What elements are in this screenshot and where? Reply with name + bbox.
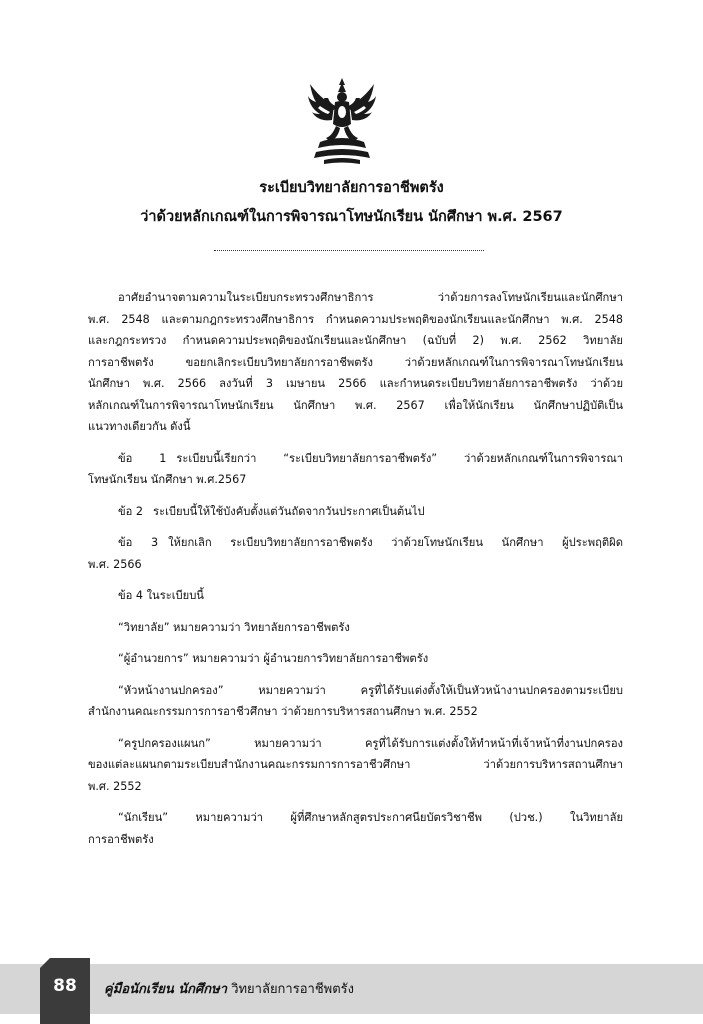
definition-text: สำนักงานคณะกรรมการการอาชีวศึกษา ว่าด้วยการบริหารสถานศึกษา พ.ศ. 2552: [88, 705, 478, 718]
definition-college: [88, 617, 623, 639]
definition-text: “หัวหน้างานปกครอง” หมายความว่า ครูที่ได้รับแต่งตั้งให้เป็นหัวหน้างานปกครองตามระเบียบ: [118, 683, 623, 697]
preamble-line: อาศัยอำนาจตามความในระเบียบกระทรวงศึกษาธิการ ว่าด้วยการลงโทษนักเรียนและนักศึกษา: [118, 291, 623, 304]
definition-text: “นักเรียน” หมายความว่า ผู้ที่ศึกษาหลักสูตรประกาศนียบัตรวิชาชีพ (ปวช.) ในวิทยาลัย: [118, 811, 623, 824]
preamble-line: การอาชีพตรัง ขอยกเลิกระเบียบวิทยาลัยการอาชีพตรัง ว่าด้วยหลักเกณฑ์ในการพิจารณาโทษนักเรียน: [88, 355, 623, 369]
clause-text: โทษนักเรียน นักศึกษา พ.ศ.2567: [88, 473, 247, 486]
garuda-emblem-icon: [306, 76, 378, 166]
document-subtitle: ว่าด้วยหลักเกณฑ์ในการพิจารณาโทษนักเรียน นักศึกษา พ.ศ. 2567: [140, 209, 563, 225]
preamble-line: แนวทางเดียวกัน ดังนี้: [88, 420, 191, 433]
clause-number: ข้อ 2: [118, 504, 144, 518]
preamble-paragraph: [88, 287, 623, 438]
book-title: คู่มือนักเรียน นักศึกษา: [104, 982, 228, 997]
clause-2: [88, 501, 623, 523]
definition-director: [88, 648, 623, 670]
clause-4: [88, 585, 623, 607]
preamble-line: และกฎกระทรวง กำหนดความประพฤติของนักเรียนและนักศึกษา (ฉบับที่ 2) พ.ศ. 2562 วิทยาลัย: [88, 334, 623, 347]
definition-text: การอาชีพตรัง: [88, 832, 154, 846]
preamble-line: หลักเกณฑ์ในการพิจารณาโทษนักเรียน นักศึกษา พ.ศ. 2567 เพื่อให้นักเรียน นักศึกษาปฏิบัติเป็น: [88, 398, 623, 412]
clause-text: พ.ศ. 2566: [88, 557, 142, 571]
clause-number: ข้อ 1: [118, 451, 167, 465]
clause-text: ระเบียบนี้ให้ใช้บังคับตั้งแต่วันถัดจากวันประกาศเป็นต้นไป: [153, 504, 425, 518]
separator-dots: [214, 250, 484, 251]
definition-text: “วิทยาลัย” หมายความว่า วิทยาลัยการอาชีพตรัง: [118, 620, 350, 634]
clause-number: ข้อ 3: [118, 536, 159, 549]
definition-student: [88, 807, 623, 850]
document-title: ระเบียบวิทยาลัยการอาชีพตรัง: [259, 180, 444, 196]
clause-1: [88, 448, 623, 491]
clause-3: [88, 532, 623, 575]
footer-caption: [104, 978, 354, 999]
clause-text: ข้อ 4 ในระเบียบนี้: [118, 589, 204, 602]
preamble-line: นักศึกษา พ.ศ. 2566 ลงวันที่ 3 เมษายน 2566 และกำหนดระเบียบวิทยาลัยการอาชีพตรัง ว่าด้วย: [88, 377, 623, 390]
definition-head: [88, 680, 623, 723]
preamble-line: พ.ศ. 2548 และตามกฎกระทรวงศึกษาธิการ กำหนดความประพฤติของนักเรียนและนักศึกษา พ.ศ. 2548: [88, 312, 623, 326]
document-body: [88, 287, 623, 860]
clause-text: ให้ยกเลิก ระเบียบวิทยาลัยการอาชีพตรัง ว่าด้วยโทษนักเรียน นักศึกษา ผู้ประพฤติผิด: [168, 536, 623, 549]
page-number: 88: [53, 976, 77, 996]
college-name: วิทยาลัยการอาชีพตรัง: [231, 982, 354, 997]
definition-text: พ.ศ. 2552: [88, 779, 142, 793]
definition-text: “ผู้อำนวยการ” หมายความว่า ผู้อำนวยการวิทยาลัยการอาชีพตรัง: [118, 652, 429, 665]
clause-text: ระเบียบนี้เรียกว่า “ระเบียบวิทยาลัยการอาชีพตรัง” ว่าด้วยหลักเกณฑ์ในการพิจารณา: [176, 451, 623, 465]
definition-text: “ครูปกครองแผนก” หมายความว่า ครูที่ได้รับการแต่งตั้งให้ทำหน้าที่เจ้าหน้าที่งานปกครอง: [118, 736, 623, 750]
definition-text: ของแต่ละแผนกตามระเบียบสำนักงานคณะกรรมการการอาชีวศึกษา ว่าด้วยการบริหารสถานศึกษา: [88, 758, 623, 771]
definition-teacher: [88, 733, 623, 798]
